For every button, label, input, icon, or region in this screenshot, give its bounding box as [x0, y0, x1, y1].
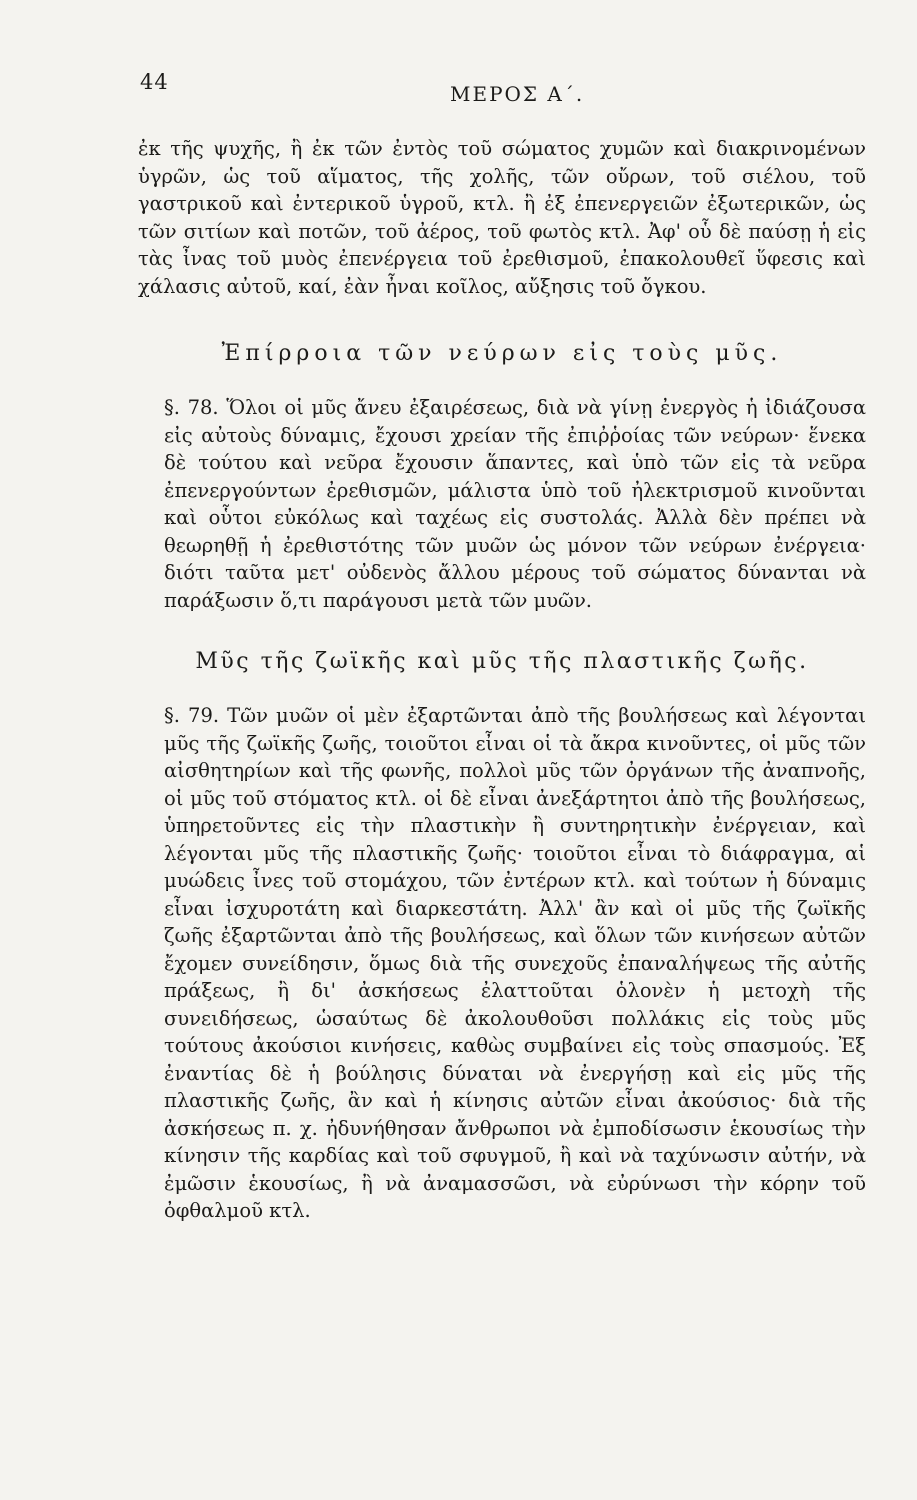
section-79 — [138, 702, 866, 1225]
section-78-text: Ὅλοι οἱ μῦς ἄνευ ἐξαιρέσεως, διὰ νὰ γίνῃ ἐνεργὸς ἡ ἰδιάζουσα εἰς αὐτοὺς δύναμις, ἔχουσι χρείαν τῆς ἐπιῤῥοίας τῶν νεύρων· ἕνεκα δὲ τούτου καὶ νεῦρα ἔχουσιν ἅπαντες, καὶ ὑπὸ τῶν εἰς τὰ νεῦρα ἐπενεργούντων ἐρεθισμῶν, μάλιστα ὑπὸ τοῦ ἠλεκτρισμοῦ κινοῦνται καὶ οὗτοι εὐκόλως καὶ ταχέως εἰς συστολάς. Ἀλλὰ δὲν πρέπει νὰ θεωρηθῇ ἡ ἐρεθιστότης τῶν μυῶν ὡς μόνον τῶν νεύρων ἐνέργεια· διότι ταῦτα μετ' οὐδενὸς ἄλλου μέρους τοῦ σώματος δύνανται νὰ παράξωσιν ὅ,τι παράγουσι μετὰ τῶν μυῶν. — [164, 396, 867, 612]
body-text — [138, 135, 866, 1225]
paragraph-continued: ἐκ τῆς ψυχῆς, ἢ ἐκ τῶν ἐντὸς τοῦ σώματος χυμῶν καὶ διακρινομένων ὑγρῶν, ὡς τοῦ αἵματος, τῆς χολῆς, τῶν οὔρων, τοῦ σιέλου, τοῦ γαστρικοῦ καὶ ἐντερικοῦ ὑγροῦ, κτλ. ἢ ἐξ ἐπενεργειῶν ἐξωτερικῶν, ὡς τῶν σιτίων καὶ ποτῶν, τοῦ ἀέρος, τοῦ φωτὸς κτλ. Ἀφ' οὗ δὲ παύσῃ ἡ εἰς τὰς ἶνας τοῦ μυὸς ἐπενέργεια τοῦ ἐρεθισμοῦ, ἐπακολουθεῖ ὕφεσις καὶ χάλασις αὐτοῦ, καί, ἐὰν ἦναι κοῖλος, αὔξησις τοῦ ὄγκου. — [138, 137, 866, 298]
section-78 — [138, 394, 866, 614]
section-79-text: Τῶν μυῶν οἱ μὲν ἐξαρτῶνται ἀπὸ τῆς βουλήσεως καὶ λέγονται μῦς τῆς ζωϊκῆς ζωῆς, τοιοῦτοι εἶναι οἱ τὰ ἄκρα κινοῦντες, οἱ μῦς τῶν αἰσθητηρίων καὶ τῆς φωνῆς, πολλοὶ μῦς τῶν ὀργάνων τῆς ἀναπνοῆς, οἱ μῦς τοῦ στόματος κτλ. οἱ δὲ εἶναι ἀνεξάρτητοι ἀπὸ τῆς βουλήσεως, ὑπηρετοῦντες εἰς τὴν πλαστικὴν ἢ συντηρητικὴν ἐνέργειαν, καὶ λέγονται μῦς τῆς πλαστικῆς ζωῆς· τοιοῦτοι εἶναι τὸ διάφραγμα, αἱ μυώδεις ἶνες τοῦ στομάχου, τῶν ἐντέρων κτλ. καὶ τούτων ἡ δύναμις εἶναι ἰσχυροτάτη καὶ διαρκεστάτη. Ἀλλ' ἂν καὶ οἱ μῦς τῆς ζωϊκῆς ζωῆς ἐξαρτῶνται ἀπὸ τῆς βουλήσεως, καὶ ὅλων τῶν κινήσεων αὐτῶν ἔχομεν συνείδησιν, ὅμως διὰ τῆς συνεχοῦς ἐπαναλήψεως τῆς αὐτῆς πράξεως, ἢ δι' ἀσκήσεως ἐλαττοῦται ὁλονὲν ἡ μετοχὴ τῆς συνειδήσεως, ὡσαύτως δὲ ἀκολουθοῦσι πολλάκις εἰς τοὺς μῦς τούτους ἀκούσιοι κινήσεις, καθὼς συμβαίνει εἰς τοὺς σπασμούς. Ἐξ ἐναντίας δὲ ἡ βούλησις δύναται νὰ ἐνεργήσῃ καὶ εἰς μῦς τῆς πλαστικῆς ζωῆς, ἂν καὶ ἡ κίνησις αὐτῶν εἶναι ἀκούσιος· διὰ τῆς ἀσκήσεως π. χ. ἠδυνήθησαν ἄνθρωποι νὰ ἐμποδίσωσιν ἑκουσίως τὴν κίνησιν τῆς καρδίας καὶ τοῦ σφυγμοῦ, ἢ καὶ νὰ ταχύνωσιν αὐτήν, νὰ ἐμῶσιν ἑκουσίως, ἢ νὰ ἀναμασσῶσι, νὰ εὐρύνωσι τὴν κόρην τοῦ ὀφθαλμοῦ κτλ. — [164, 704, 867, 1222]
page-number: 44 — [140, 70, 169, 94]
page-header — [140, 70, 860, 110]
running-head: ΜΕΡΟΣ Α΄. — [450, 82, 585, 106]
section-heading-muscle-types: Μῦς τῆς ζωϊκῆς καὶ μῦς τῆς πλαστικῆς ζωῆς. — [195, 649, 809, 674]
section-79-number: §. 79. — [164, 704, 220, 727]
section-heading-nerve-influence: Ἐπίρροια τῶν νεύρων εἰς τοὺς μῦς. — [221, 341, 783, 366]
section-78-number: §. 78. — [164, 396, 219, 419]
